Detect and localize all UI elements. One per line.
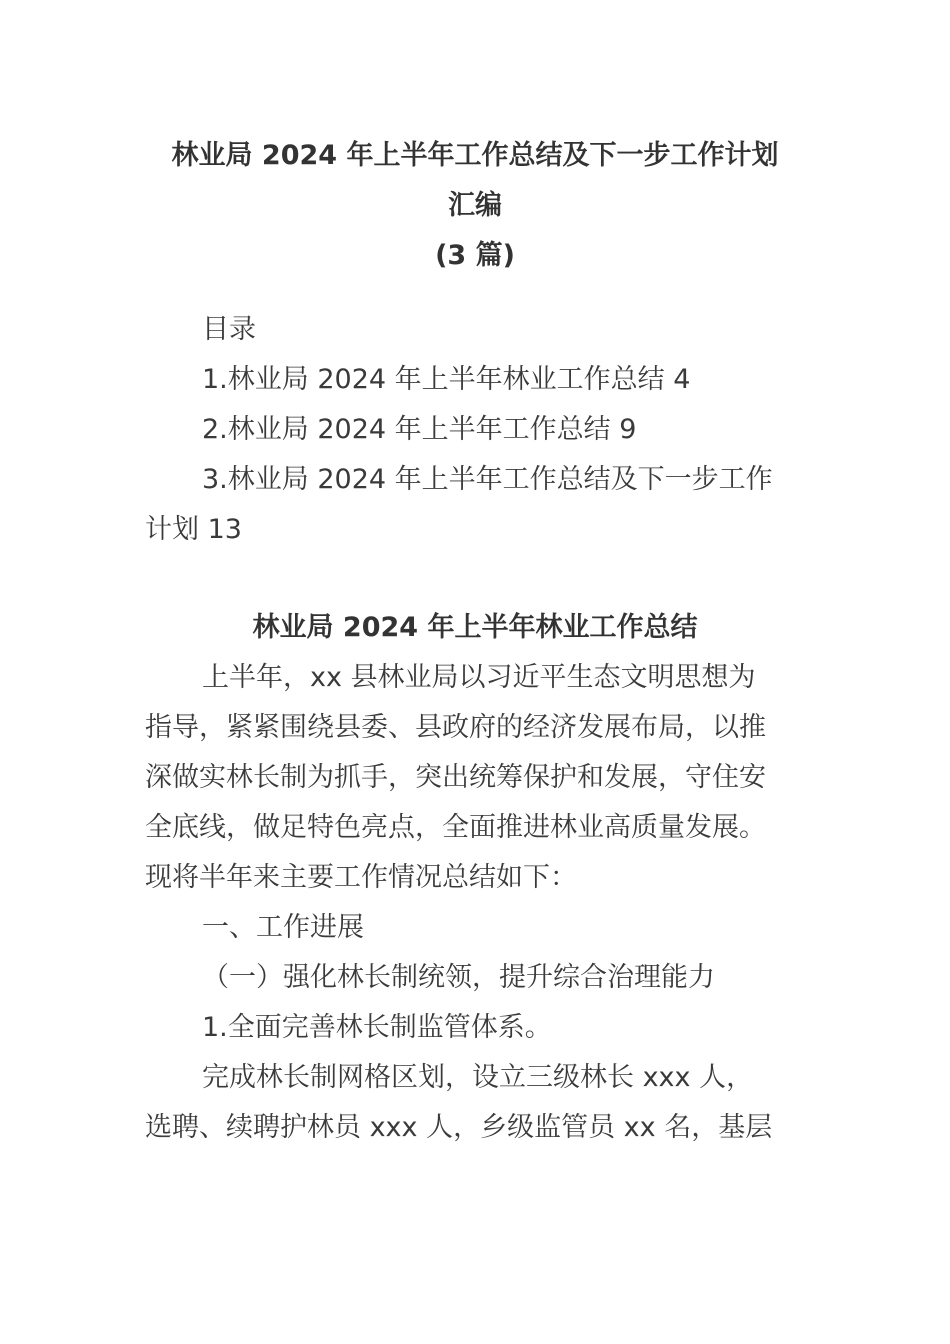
paragraph-line: 深做实林长制为抓手，突出统筹保护和发展，守住安 (145, 762, 766, 793)
paragraph-line: 全底线，做足特色亮点，全面推进林业高质量发展。 (145, 812, 766, 843)
paragraph-line: 指导，紧紧围绕县委、县政府的经济发展布局，以推 (145, 712, 766, 743)
section-heading-3: 1.全面完善林长制监管体系。 (202, 1012, 552, 1043)
paragraph-line: 完成林长制网格区划，设立三级林长 xxx 人， (202, 1062, 754, 1093)
section-heading-2: （一）强化林长制统领，提升综合治理能力 (202, 962, 715, 993)
toc-item-2: 2.林业局 2024 年上半年工作总结 9 (202, 414, 637, 445)
document-title-line1: 林业局 2024 年上半年工作总结及下一步工作计划 (171, 140, 779, 171)
paragraph-line: 上半年，xx 县林业局以习近平生态文明思想为 (202, 662, 756, 693)
document-title-line3: (3 篇) (435, 240, 515, 271)
paragraph-line: 选聘、续聘护林员 xxx 人，乡级监管员 xx 名，基层 (145, 1112, 773, 1143)
toc-item-1: 1.林业局 2024 年上半年林业工作总结 4 (202, 364, 691, 395)
toc-item-3-line2: 计划 13 (145, 514, 242, 545)
toc-item-3-line1: 3.林业局 2024 年上半年工作总结及下一步工作 (202, 464, 773, 495)
document-title-line2: 汇编 (448, 190, 502, 221)
section-heading-1: 一、工作进展 (202, 912, 364, 943)
toc-heading: 目录 (202, 314, 256, 345)
article-title: 林业局 2024 年上半年林业工作总结 (252, 612, 698, 643)
paragraph-line: 现将半年来主要工作情况总结如下： (145, 862, 577, 893)
